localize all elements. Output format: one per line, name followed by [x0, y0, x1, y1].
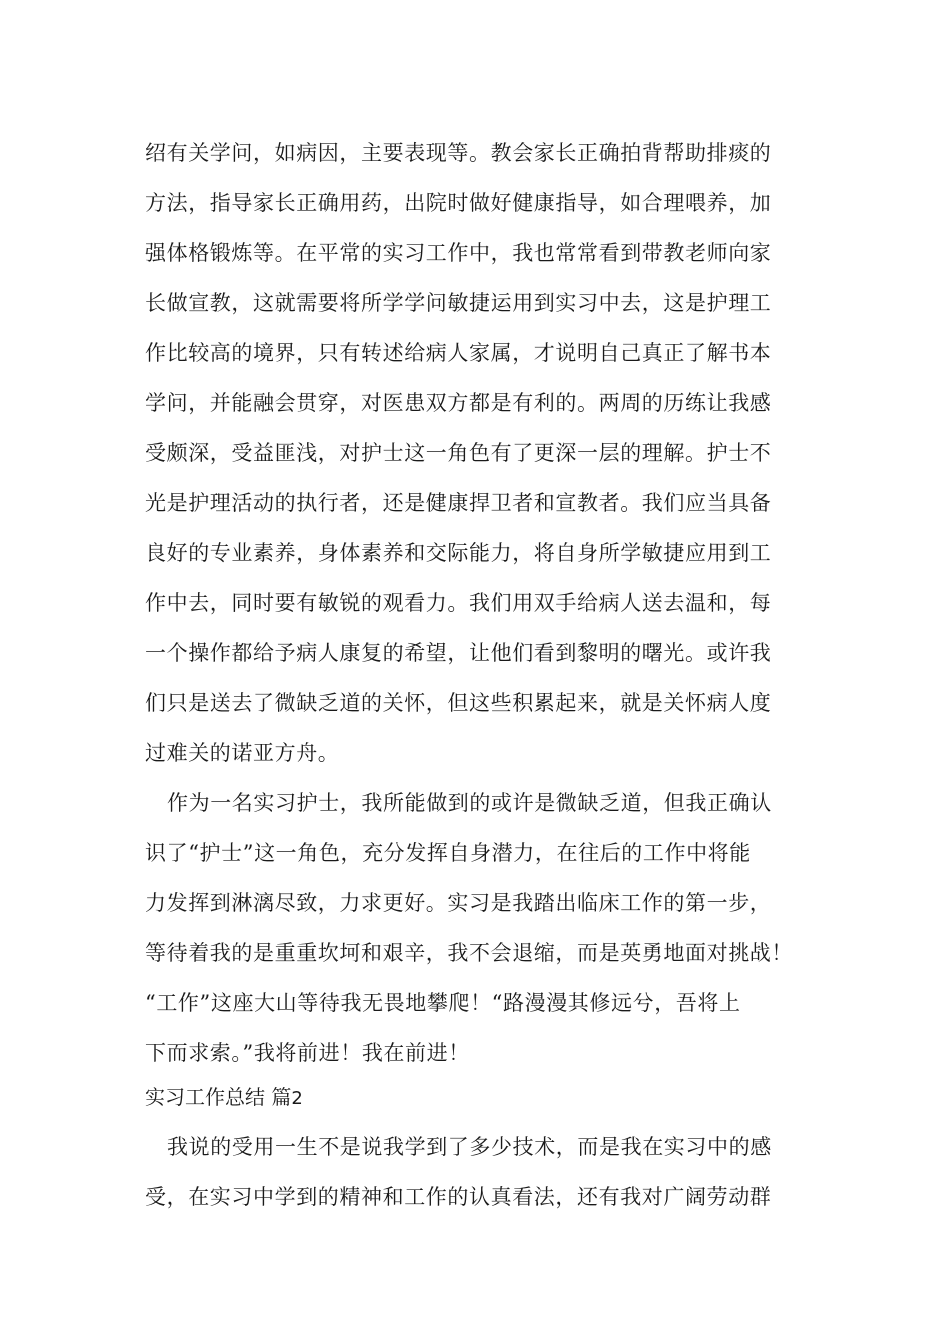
text-line: 良好的专业素养，身体素养和交际能力，将自身所学敏捷应用到工: [145, 541, 772, 565]
text-line: 过难关的诺亚方舟。: [145, 741, 340, 765]
section-heading-text: 实习工作总结 篇: [145, 1085, 292, 1109]
paragraph-2: [145, 778, 810, 1078]
text-line: 等待着我的是重重坎坷和艰辛，我不会退缩，而是英勇地面对挑战！: [145, 941, 793, 965]
text-line: 作为一名实习护士，我所能做到的或许是微缺乏道，但我正确认: [167, 791, 772, 815]
text-line: 下而求索。”我将前进！我在前进！: [145, 1041, 470, 1065]
text-line: 光是护理活动的执行者，还是健康捍卫者和宣教者。我们应当具备: [145, 491, 772, 515]
text-line: 绍有关学问，如病因，主要表现等。教会家长正确拍背帮助排痰的: [145, 141, 772, 165]
document-page: [145, 128, 810, 1222]
text-line: 方法，指导家长正确用药，出院时做好健康指导，如合理喂养，加: [145, 191, 772, 215]
text-line: 学问，并能融会贯穿，对医患双方都是有利的。两周的历练让我感: [145, 391, 772, 415]
text-line: 受，在实习中学到的精神和工作的认真看法，还有我对广阔劳动群: [145, 1185, 772, 1209]
text-line: “工作”这座大山等待我无畏地攀爬！“路漫漫其修远兮，吾将上: [145, 991, 741, 1015]
text-line: 受颇深，受益匪浅，对护士这一角色有了更深一层的理解。护士不: [145, 441, 772, 465]
text-line: 我说的受用一生不是说我学到了多少技术，而是我在实习中的感: [167, 1135, 772, 1159]
text-line: 长做宣教，这就需要将所学学问敏捷运用到实习中去，这是护理工: [145, 291, 772, 315]
text-line: 作比较高的境界，只有转述给病人家属，才说明自己真正了解书本: [145, 341, 772, 365]
text-line: 一个操作都给予病人康复的希望，让他们看到黎明的曙光。或许我: [145, 641, 772, 665]
text-line: 强体格锻炼等。在平常的实习工作中，我也常常看到带教老师向家: [145, 241, 772, 265]
section-heading-number: 2: [291, 1088, 303, 1109]
paragraph-1: [145, 128, 810, 778]
paragraph-3: [145, 1122, 810, 1222]
text-line: 力发挥到淋漓尽致，力求更好。实习是我踏出临床工作的第一步，: [145, 891, 772, 915]
text-line: 作中去，同时要有敏锐的观看力。我们用双手给病人送去温和，每: [145, 591, 772, 615]
section-heading: [145, 1075, 810, 1119]
text-line: 们只是送去了微缺乏道的关怀，但这些积累起来，就是关怀病人度: [145, 691, 772, 715]
text-line: 识了“护士”这一角色，充分发挥自身潜力，在往后的工作中将能: [145, 841, 751, 865]
